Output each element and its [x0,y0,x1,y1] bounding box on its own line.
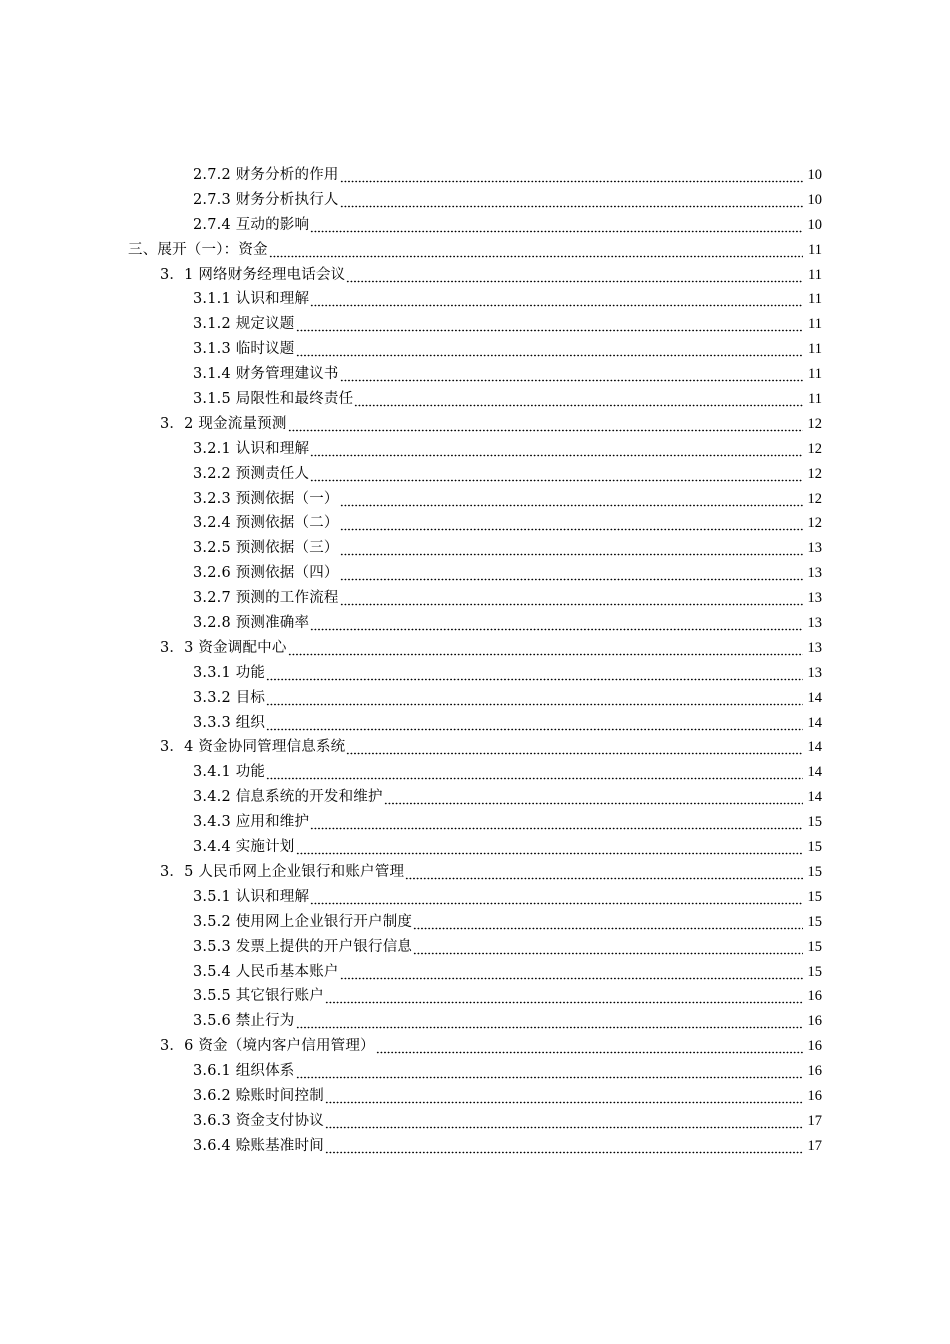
toc-entry[interactable] [0,760,950,785]
toc-entry[interactable] [0,636,950,661]
toc-entry-page-number: 16 [807,988,822,1005]
dot-leader [310,810,803,835]
toc-entry-title: 3.1.5 局限性和最终责任 [193,391,354,408]
toc-entry-title: 3.2.1 认识和理解 [193,440,310,457]
dot-leader [310,287,803,312]
toc-entry-page-number: 12 [807,490,822,507]
toc-entry-page-number: 16 [807,1063,822,1080]
toc-entry[interactable] [0,586,950,611]
toc-entry[interactable] [0,1034,950,1059]
toc-entry[interactable] [0,387,950,412]
toc-entry-title: 3.2.6 预测依据（四） [193,565,339,582]
toc-entry-page-number: 11 [808,391,822,408]
toc-entry-title: 3．3 资金调配中心 [160,639,287,656]
toc-entry-title: 3.6.4 赊账基准时间 [193,1137,324,1154]
toc-entry-title: 3.1.2 规定议题 [193,316,295,333]
toc-entry-title: 3．5 人民币网上企业银行和账户管理 [160,863,405,880]
toc-entry[interactable] [0,785,950,810]
toc-entry-page-number: 12 [807,465,822,482]
dot-leader [354,387,803,412]
toc-entry[interactable] [0,238,950,263]
dot-leader [296,337,803,362]
toc-entry-page-number: 13 [807,565,822,582]
toc-entry-page-number: 13 [807,540,822,557]
toc-entry-page-number: 14 [807,689,822,706]
toc-entry-page-number: 13 [807,664,822,681]
toc-entry[interactable] [0,611,950,636]
dot-leader [346,735,803,760]
toc-entry-title: 3.4.2 信息系统的开发和维护 [193,789,383,806]
dot-leader [296,1059,803,1084]
toc-entry-page-number: 11 [808,266,822,283]
toc-entry[interactable] [0,437,950,462]
toc-entry-page-number: 15 [807,839,822,856]
toc-entry-page-number: 14 [807,789,822,806]
dot-leader [340,536,803,561]
dot-leader [340,188,803,213]
toc-entry-title: 3.1.4 财务管理建议书 [193,366,339,383]
dot-leader [325,1109,803,1134]
dot-leader [266,711,803,736]
toc-entry-title: 3.2.4 预测依据（二） [193,515,339,532]
toc-entry[interactable] [0,910,950,935]
toc-entry[interactable] [0,287,950,312]
toc-entry[interactable] [0,835,950,860]
toc-entry[interactable] [0,462,950,487]
dot-leader [340,561,803,586]
toc-entry[interactable] [0,511,950,536]
toc-entry[interactable] [0,935,950,960]
toc-entry-page-number: 15 [807,938,822,955]
toc-entry-title: 3.5.4 人民币基本账户 [193,963,339,980]
toc-entry-page-number: 15 [807,913,822,930]
toc-entry[interactable] [0,362,950,387]
dot-leader [340,511,803,536]
dot-leader [288,636,803,661]
toc-entry-page-number: 13 [807,590,822,607]
toc-entry-title: 3.3.2 目标 [193,689,266,706]
toc-entry[interactable] [0,337,950,362]
toc-entry-title: 2.7.4 互动的影响 [193,216,310,233]
toc-entry[interactable] [0,412,950,437]
toc-entry-page-number: 12 [807,440,822,457]
dot-leader [310,213,803,238]
toc-entry-title: 3.5.2 使用网上企业银行开户制度 [193,913,413,930]
toc-entry-page-number: 12 [807,415,822,432]
toc-entry[interactable] [0,810,950,835]
toc-entry-title: 3.6.1 组织体系 [193,1063,295,1080]
dot-leader [340,960,803,985]
toc-entry-title: 3．4 资金协同管理信息系统 [160,739,346,756]
toc-entry-title: 3.4.1 功能 [193,764,266,781]
toc-entry-page-number: 14 [807,739,822,756]
toc-entry-title: 3.2.5 预测依据（三） [193,540,339,557]
toc-entry-page-number: 16 [807,1038,822,1055]
toc-entry-title: 3.5.5 其它银行账户 [193,988,324,1005]
toc-entry-page-number: 15 [807,888,822,905]
toc-entry-title: 2.7.2 财务分析的作用 [193,167,339,183]
dot-leader [413,910,803,935]
toc-entry-page-number: 10 [807,167,822,183]
toc-entry[interactable] [0,263,950,288]
dot-leader [325,984,803,1009]
dot-leader [288,412,803,437]
dot-leader [296,312,803,337]
toc-entry-page-number: 16 [807,1087,822,1104]
toc-entry-title: 3.5.6 禁止行为 [193,1013,295,1030]
toc-entry-page-number: 11 [808,341,822,358]
toc-entry[interactable] [0,561,950,586]
dot-leader [266,686,803,711]
toc-entry-page-number: 13 [807,639,822,656]
toc-entry-title: 3.4.3 应用和维护 [193,814,310,831]
toc-entry-title: 3．2 现金流量预测 [160,415,287,432]
toc-entry[interactable] [0,536,950,561]
toc-entry-page-number: 10 [807,191,822,208]
toc-entry-title: 3．1 网络财务经理电话会议 [160,266,346,283]
dot-leader [376,1034,803,1059]
toc-entry-page-number: 17 [807,1112,822,1129]
dot-leader [296,1009,803,1034]
dot-leader [384,785,803,810]
toc-entry-title: 3.6.3 资金支付协议 [193,1112,324,1129]
toc-entry-page-number: 11 [808,291,822,308]
toc-entry-page-number: 14 [807,714,822,731]
toc-entry-title: 3．6 资金（境内客户信用管理） [160,1038,375,1055]
toc-entry[interactable] [0,312,950,337]
dot-leader [310,611,803,636]
toc-entry-title: 3.1.1 认识和理解 [193,291,310,308]
toc-entry[interactable] [0,885,950,910]
toc-entry-page-number: 14 [807,764,822,781]
dot-leader [310,885,803,910]
toc-entry-title: 3.2.2 预测责任人 [193,465,310,482]
toc-entry-title: 3.2.3 预测依据（一） [193,490,339,507]
toc-entry[interactable] [0,661,950,686]
dot-leader [325,1084,803,1109]
toc-entry[interactable] [0,163,950,188]
toc-entry-page-number: 15 [807,863,822,880]
toc-entry[interactable] [0,1109,950,1134]
toc-entry-title: 3.5.3 发票上提供的开户银行信息 [193,938,413,955]
dot-leader [325,1134,803,1159]
toc-entry-title: 3.3.3 组织 [193,714,266,731]
toc-entry-page-number: 11 [808,241,822,258]
toc-entry[interactable] [0,1009,950,1034]
dot-leader [266,760,803,785]
toc-entry[interactable] [0,860,950,885]
dot-leader [266,661,803,686]
dot-leader [340,487,803,512]
dot-leader [269,238,803,263]
toc-entry-page-number: 12 [807,515,822,532]
toc-entry[interactable] [0,188,950,213]
toc-entry-page-number: 17 [807,1137,822,1154]
toc-entry-title: 3.3.1 功能 [193,664,266,681]
toc-entry-page-number: 15 [807,963,822,980]
dot-leader [310,462,803,487]
toc-entry-title: 3.4.4 实施计划 [193,839,295,856]
toc-entry[interactable] [0,984,950,1009]
dot-leader [405,860,803,885]
toc-entry[interactable] [0,735,950,760]
toc-entry-title: 3.6.2 赊账时间控制 [193,1087,324,1104]
toc-entry-title: 3.1.3 临时议题 [193,341,295,358]
dot-leader [340,362,803,387]
toc-entry[interactable] [0,1084,950,1109]
toc-entry[interactable] [0,711,950,736]
toc-entry-title: 3.5.1 认识和理解 [193,888,310,905]
toc-entry[interactable] [0,213,950,238]
dot-leader [413,935,803,960]
toc-entry[interactable] [0,960,950,985]
dot-leader [340,163,803,188]
toc-entry[interactable] [0,686,950,711]
toc-entry-page-number: 11 [808,316,822,333]
toc-entry-title: 3.2.8 预测准确率 [193,615,310,632]
toc-entry-page-number: 15 [807,814,822,831]
dot-leader [346,263,803,288]
dot-leader [296,835,803,860]
toc-entry[interactable] [0,1059,950,1084]
toc-entry-page-number: 16 [807,1013,822,1030]
toc-entry-title: 3.2.7 预测的工作流程 [193,590,339,607]
toc-entry-page-number: 11 [808,366,822,383]
dot-leader [310,437,803,462]
toc-entry-page-number: 13 [807,615,822,632]
toc-entry-page-number: 10 [807,216,822,233]
toc-entry-title: 三、展开（一）：资金 [128,241,268,258]
table-of-contents [0,163,950,1159]
toc-entry[interactable] [0,1134,950,1159]
dot-leader [340,586,803,611]
toc-entry-title: 2.7.3 财务分析执行人 [193,191,339,208]
toc-entry[interactable] [0,487,950,512]
